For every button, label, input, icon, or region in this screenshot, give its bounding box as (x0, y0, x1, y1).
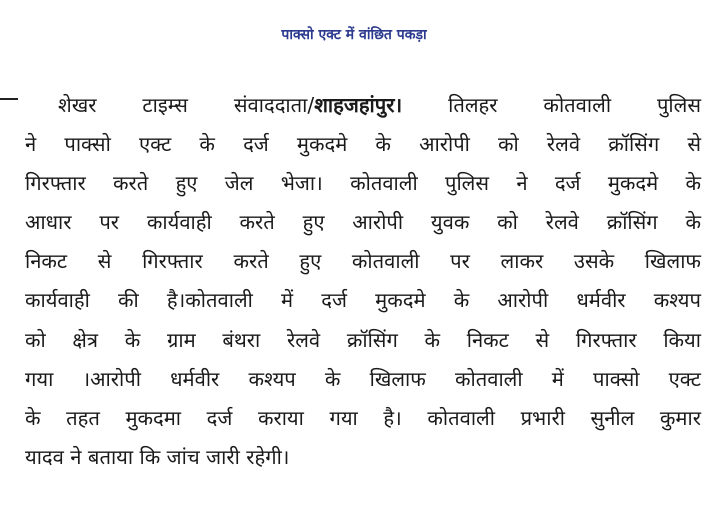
body-line-1-text: तिलहर कोतवाली पुलिस (448, 93, 701, 117)
body-line-6: कार्यवाही की है।कोतवाली में दर्ज मुकदमे के आरोपी धर्मवीर कश्यप (25, 288, 701, 313)
body-line-3: गिरफ्तार करते हुए जेल भेजा। कोतवाली पुलिस ने दर्ज मुकदमे के (25, 171, 701, 196)
body-line-7: को क्षेत्र के ग्राम बंथरा रेलवे क्रॉसिंग के निकट से गिरफ्तार किया (25, 327, 701, 352)
body-line-4: आधार पर कार्यवाही करते हुए आरोपी युवक को रेलवे क्रॉसिंग के (25, 210, 701, 235)
body-line-1 (25, 86, 701, 125)
body-line-8: गया ।आरोपी धर्मवीर कश्यप के खिलाफ कोतवाली में पाक्सो एक्ट (25, 366, 701, 391)
column-rule-mark (0, 98, 18, 100)
article-headline: पाक्सो एक्ट में वांछित पकड़ा (281, 27, 427, 43)
body-line-2: ने पाक्सो एक्ट के दर्ज मुकदमे के आरोपी को रेलवे क्रॉसिंग से (25, 132, 701, 157)
body-line-10: यादव ने बताया कि जांच जारी रहेगी। (25, 444, 290, 469)
body-line-5: निकट से गिरफ्तार करते हुए कोतवाली पर लाकर उसके खिलाफ (25, 249, 701, 274)
article-body (25, 86, 701, 477)
dateline-place: शाहजहांपुर। (314, 93, 403, 117)
dateline-prefix: शेखर टाइम्स संवाददाता/ (58, 93, 315, 117)
body-line-9: के तहत मुकदमा दर्ज कराया गया है। कोतवाली प्रभारी सुनील कुमार (25, 405, 701, 430)
